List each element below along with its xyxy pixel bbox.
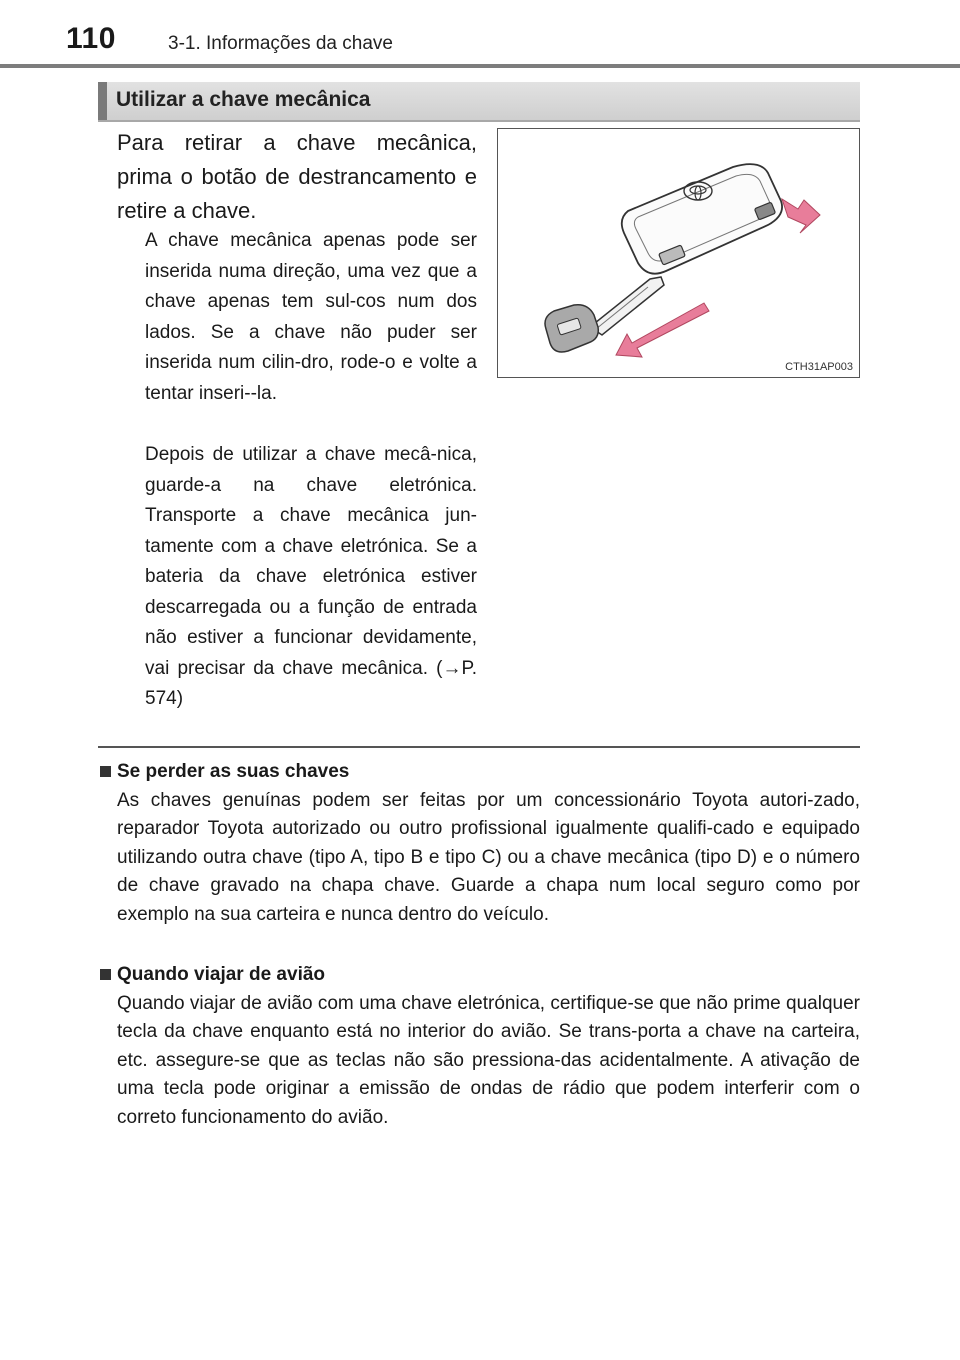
- subsection-body: As chaves genuínas podem ser feitas por um concessionário Toyota autori-zado, reparador Toyota autorizado ou outro profissional igualmente qualifi-cado e equipado utilizando outra chave (tipo A, tipo B e tipo C) ou a chave mecânica (tipo D) e o número de chave gravado na chapa chave. Guarde a chapa num local seguro como por exemplo na sua carteira e nunca dentro do veículo.: [117, 790, 860, 925]
- note-storage: Depois de utilizar a chave mecâ-nica, guarde-a na chave eletrónica. Transporte a chave mecânica jun-tamente com a chave eletrónica. Se a bateria da chave eletrónica estiver descarregada ou a função de entrada não estiver a funcionar devidamente, vai precisar da chave mecânica. (→P. 574): [145, 444, 477, 709]
- press-arrow: [782, 199, 820, 233]
- subsection-body: Quando viajar de avião com uma chave eletrónica, certifique-se que não prime qualquer tecla da chave enquanto está no interior do avião. Se trans-porta a chave na carteira, etc. assegure-se que as teclas não são pressiona-das acidentalmente. A ativação de uma tecla pode originar a emissão de ondas de rádio que podem interferir com o correto funcionamento do avião.: [117, 993, 860, 1128]
- subsection-heading: [98, 960, 860, 990]
- key-illustration: [497, 128, 860, 378]
- subsection-air-travel: [98, 960, 860, 1132]
- subsection-title: Quando viajar de avião: [117, 964, 326, 985]
- subsection-lost-keys: [98, 757, 860, 929]
- intro-text: Para retirar a chave mecânica, prima o botão de destrancamento e retire a chave.: [117, 130, 477, 223]
- section-path: 3-1. Informações da chave: [168, 33, 393, 54]
- title-accent: [98, 82, 107, 120]
- square-bullet-icon: [100, 766, 111, 777]
- page-header: [0, 0, 960, 68]
- header-rule: [0, 64, 960, 68]
- section-title: Utilizar a chave mecânica: [116, 88, 371, 111]
- key-drawing: [498, 129, 858, 376]
- subsection-heading: [98, 757, 860, 787]
- section-divider: [98, 746, 860, 748]
- section-title-bar: [98, 82, 860, 122]
- figure-code: CTH31AP003: [785, 361, 853, 373]
- square-bullet-icon: [100, 969, 111, 980]
- subsection-title: Se perder as suas chaves: [117, 761, 350, 782]
- page-number: 110: [66, 22, 116, 55]
- note-direction: A chave mecânica apenas pode ser inserida numa direção, uma vez que a chave apenas tem sul-cos num dos lados. Se a chave não puder ser inserida num cilin-dro, rode-o e volte a tentar inseri--la.: [145, 230, 477, 404]
